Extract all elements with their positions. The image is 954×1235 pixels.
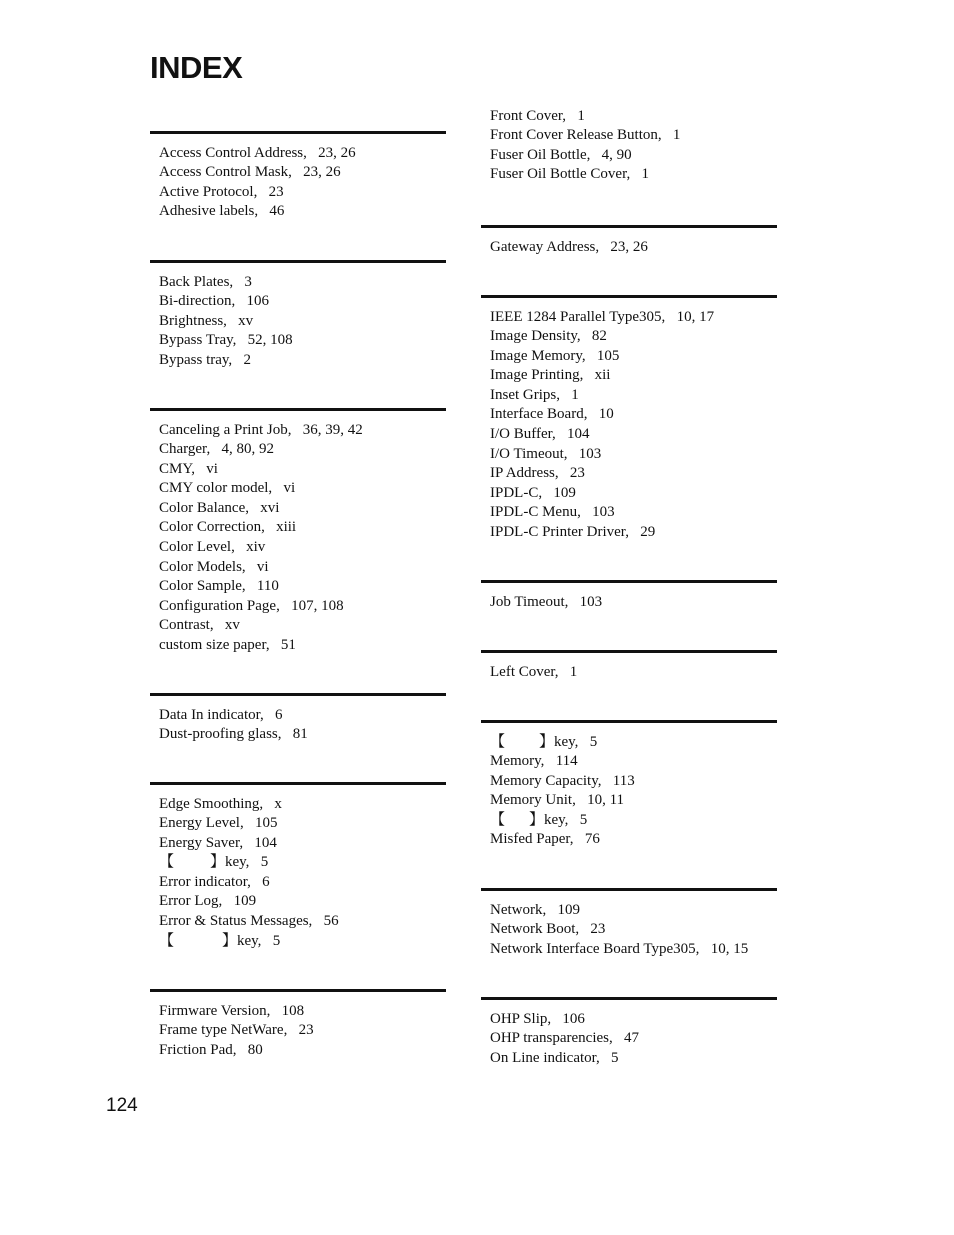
index-page-refs: 114 [555, 753, 578, 770]
index-entry-list [150, 1002, 446, 1061]
index-term: Job Timeout, [490, 593, 569, 610]
key-bracket-open: 【 [159, 932, 175, 949]
index-term: IEEE 1284 Parallel Type305, [490, 308, 666, 325]
index-term: Interface Board, [490, 406, 588, 423]
index-page-refs: 5 [260, 854, 269, 871]
index-section [150, 260, 446, 370]
index-entry [490, 1049, 777, 1069]
index-entry [159, 331, 446, 351]
index-page-refs: xiii [276, 519, 297, 536]
index-term: Bi-direction, [159, 293, 236, 310]
index-section [481, 97, 777, 185]
index-page-refs: 113 [612, 772, 635, 789]
index-term: Frame type NetWare, [159, 1022, 288, 1039]
index-term: Front Cover Release Button, [490, 127, 662, 144]
index-page-refs: 23 [298, 1022, 314, 1039]
index-section [481, 997, 777, 1068]
index-entry [490, 772, 777, 792]
index-entry [490, 752, 777, 772]
index-term: Color Balance, [159, 499, 249, 516]
index-entry [159, 144, 446, 164]
index-page-refs: 81 [292, 726, 308, 743]
index-term: Error indicator, [159, 873, 251, 890]
index-entry [159, 795, 446, 815]
index-page-refs: 103 [578, 445, 602, 462]
index-page-refs: 105 [596, 347, 620, 364]
index-term: key, [225, 854, 250, 871]
index-term: Adhesive labels, [159, 203, 259, 220]
index-page-refs: 23 [268, 183, 284, 200]
index-page-refs: 105 [254, 815, 278, 832]
index-entry [490, 523, 777, 543]
index-page-refs: 6 [262, 873, 270, 890]
index-entry [159, 1002, 446, 1022]
index-term: OHP Slip, [490, 1010, 552, 1027]
index-entry [159, 558, 446, 578]
index-page-refs: 103 [592, 504, 615, 521]
index-entry-list [150, 706, 446, 745]
index-entry-list [481, 663, 777, 683]
index-entry [490, 940, 777, 960]
key-bracket-close: 】 [210, 854, 226, 871]
index-term: Friction Pad, [159, 1041, 237, 1058]
index-page-refs: 2 [243, 351, 251, 368]
index-term: Front Cover, [490, 107, 567, 124]
index-page-refs: 23, 26 [610, 238, 648, 255]
index-page-refs: 109 [553, 484, 576, 501]
index-page-refs: 110 [256, 578, 279, 595]
index-page-refs: 23, 26 [303, 164, 341, 181]
index-page-refs: 56 [323, 913, 339, 930]
index-section [150, 989, 446, 1060]
index-term: IP Address, [490, 465, 559, 482]
index-term: Brightness, [159, 312, 227, 329]
index-section [150, 131, 446, 222]
index-page-refs: 106 [562, 1010, 585, 1027]
index-term: Fuser Oil Bottle Cover, [490, 166, 631, 183]
index-term: Gateway Address, [490, 238, 600, 255]
index-entry [490, 347, 777, 367]
index-section [481, 888, 777, 959]
index-page-refs: 108 [281, 1002, 305, 1019]
index-page-refs: 52, 108 [247, 332, 293, 349]
index-term: I/O Timeout, [490, 445, 568, 462]
index-term: CMY, [159, 460, 195, 477]
index-page-refs: 109 [557, 901, 580, 918]
index-term: Back Plates, [159, 273, 234, 290]
index-entry [490, 484, 777, 504]
index-entry [159, 479, 446, 499]
index-term: Image Memory, [490, 347, 586, 364]
index-page-refs: 104 [567, 426, 590, 443]
index-page-refs: 104 [254, 834, 277, 851]
index-page-refs: vi [206, 460, 218, 477]
index-term: Edge Smoothing, [159, 795, 264, 812]
index-term: Image Printing, [490, 367, 584, 384]
index-term: Error Log, [159, 893, 223, 910]
index-term: IPDL-C Printer Driver, [490, 524, 629, 541]
index-term: Access Control Mask, [159, 164, 292, 181]
index-page-refs: 3 [244, 273, 252, 290]
index-term: IPDL-C, [490, 484, 543, 501]
index-page-refs: 10, 11 [587, 792, 625, 809]
index-page-refs: 109 [233, 893, 257, 910]
index-entry-list [481, 733, 777, 851]
index-page-refs: 1 [577, 107, 585, 124]
index-page-refs: 46 [269, 203, 285, 220]
index-entry-list [481, 308, 777, 543]
index-entry [159, 636, 446, 656]
index-entry [159, 834, 446, 854]
index-entry [490, 405, 777, 425]
index-section [481, 580, 777, 612]
index-entry-list [481, 901, 777, 960]
index-term: Fuser Oil Bottle, [490, 146, 591, 163]
index-entry [490, 366, 777, 386]
index-page-refs: 5 [611, 1049, 619, 1066]
index-term: Inset Grips, [490, 386, 560, 403]
index-entry-list [150, 421, 446, 656]
index-section [481, 720, 777, 850]
index-entry [159, 1021, 446, 1041]
index-page-refs: 1 [569, 663, 578, 680]
index-term: key, [554, 733, 579, 750]
index-entry [490, 1029, 777, 1049]
index-term: key, [237, 932, 262, 949]
index-page-refs: 107, 108 [291, 597, 344, 614]
index-page-refs: 106 [246, 293, 269, 310]
index-entry [159, 518, 446, 538]
index-entry [159, 1041, 446, 1061]
index-term: Active Protocol, [159, 183, 258, 200]
index-page-refs: 23 [590, 921, 606, 938]
index-entry-list [481, 1010, 777, 1069]
index-page-refs: 5 [589, 733, 598, 750]
index-entry [490, 733, 777, 753]
index-page-refs: 5 [272, 932, 281, 949]
page-number: 124 [106, 1095, 138, 1116]
index-term: Error & Status Messages, [159, 913, 313, 930]
index-entry [490, 830, 777, 850]
index-entry [159, 616, 446, 636]
index-page-refs: 36, 39, 42 [302, 421, 363, 438]
index-page-refs: 5 [579, 811, 588, 828]
index-page-refs: xii [594, 367, 611, 384]
index-entry [490, 126, 777, 146]
index-entry [159, 912, 446, 932]
index-term: Contrast, [159, 617, 214, 634]
index-term: Data In indicator, [159, 706, 264, 723]
index-page-refs: 82 [591, 328, 607, 345]
index-page-refs: 23, 26 [318, 144, 356, 161]
index-entry [490, 464, 777, 484]
index-term: Memory, [490, 753, 545, 770]
index-section [150, 408, 446, 656]
index-entry-list [150, 795, 446, 952]
index-entry [159, 202, 446, 222]
key-bracket-open: 【 [159, 854, 175, 871]
index-term: IPDL-C Menu, [490, 504, 581, 521]
index-term: Image Density, [490, 328, 581, 345]
index-section [481, 225, 777, 257]
index-entry [159, 499, 446, 519]
index-term: CMY color model, [159, 480, 273, 497]
index-section [481, 295, 777, 543]
index-entry [159, 292, 446, 312]
index-term: Color Models, [159, 558, 246, 575]
index-page-refs: vi [256, 558, 269, 575]
key-bracket-open: 【 [490, 811, 506, 828]
index-entry-list [150, 273, 446, 371]
index-term: Bypass Tray, [159, 332, 237, 349]
index-entry [490, 238, 777, 258]
key-bracket-close: 】 [539, 733, 555, 750]
index-entry [490, 425, 777, 445]
index-page-refs: xvi [260, 499, 280, 516]
index-entry [159, 163, 446, 183]
index-term: Canceling a Print Job, [159, 421, 292, 438]
index-page-refs: 23 [569, 465, 585, 482]
index-entry [490, 308, 777, 328]
index-page-refs: vi [283, 480, 296, 497]
index-entry [490, 811, 777, 831]
index-entry [490, 920, 777, 940]
index-term: Color Level, [159, 539, 235, 556]
index-term: Network Interface Board Type305, [490, 940, 700, 957]
index-page-refs: 6 [275, 706, 283, 723]
index-page-refs: 1 [672, 127, 681, 144]
index-page-refs: xiv [246, 539, 266, 556]
index-entry [490, 503, 777, 523]
index-term: Energy Saver, [159, 834, 244, 851]
key-bracket-close: 】 [222, 932, 238, 949]
index-page-refs: 4, 80, 92 [221, 441, 274, 458]
index-entry [490, 1010, 777, 1030]
index-page-refs: 1 [641, 166, 649, 183]
index-term: Color Correction, [159, 519, 265, 536]
index-term: Charger, [159, 441, 211, 458]
index-entry [159, 421, 446, 441]
index-entry [159, 892, 446, 912]
index-section [150, 693, 446, 745]
index-entry [159, 577, 446, 597]
index-entry [159, 460, 446, 480]
key-bracket-close: 】 [529, 811, 545, 828]
index-term: Firmware Version, [159, 1002, 271, 1019]
index-entry [159, 273, 446, 293]
index-page-refs: 29 [640, 524, 656, 541]
index-entry [159, 440, 446, 460]
index-page-refs: 10, 17 [676, 308, 715, 325]
index-entry-list [481, 238, 777, 258]
index-term: Left Cover, [490, 663, 559, 680]
index-entry [490, 165, 777, 185]
index-entry [490, 445, 777, 465]
index-page-refs: 1 [571, 386, 579, 403]
index-term: Network Boot, [490, 921, 580, 938]
index-term: I/O Buffer, [490, 426, 556, 443]
index-term: Memory Unit, [490, 792, 576, 809]
index-entry [159, 873, 446, 893]
index-entry [490, 593, 777, 613]
page-title: INDEX [150, 50, 243, 85]
index-page-refs: 80 [247, 1041, 263, 1058]
index-term: Misfed Paper, [490, 831, 574, 848]
index-entry [490, 327, 777, 347]
index-entry [159, 538, 446, 558]
index-section [150, 782, 446, 951]
index-term: Configuration Page, [159, 597, 280, 614]
index-term: On Line indicator, [490, 1049, 600, 1066]
index-entry [159, 932, 446, 952]
index-section [481, 650, 777, 682]
index-term: Energy Level, [159, 815, 244, 832]
index-entry [159, 725, 446, 745]
index-entry [159, 597, 446, 617]
index-entry [159, 706, 446, 726]
index-entry [159, 351, 446, 371]
index-page-refs: 10 [598, 406, 614, 423]
index-page-refs: 76 [584, 831, 600, 848]
index-page-refs: x [274, 795, 282, 812]
index-entry [490, 386, 777, 406]
index-entry [490, 901, 777, 921]
index-page-refs: 51 [280, 637, 296, 654]
index-entry [159, 312, 446, 332]
index-term: Network, [490, 901, 547, 918]
index-entry-list [481, 107, 777, 185]
index-entry [490, 107, 777, 127]
index-page-refs: 10, 15 [710, 940, 749, 957]
index-entry [490, 146, 777, 166]
index-entry [490, 663, 777, 683]
key-bracket-open: 【 [490, 733, 506, 750]
index-page-refs: xv [238, 312, 254, 329]
index-page-refs: xv [224, 617, 240, 634]
index-entry-list [150, 144, 446, 222]
index-term: key, [544, 811, 569, 828]
index-page-refs: 103 [579, 593, 603, 610]
index-page-refs: 47 [624, 1030, 639, 1047]
index-term: Color Sample, [159, 578, 246, 595]
index-entry [159, 814, 446, 834]
index-entry-list [481, 593, 777, 613]
index-page-refs: 4, 90 [601, 146, 632, 163]
index-entry [159, 183, 446, 203]
index-term: Access Control Address, [159, 144, 307, 161]
index-term: Dust-proofing glass, [159, 726, 282, 743]
index-term: OHP transparencies, [490, 1030, 613, 1047]
index-term: custom size paper, [159, 637, 270, 654]
index-entry [159, 853, 446, 873]
index-term: Bypass tray, [159, 351, 233, 368]
index-term: Memory Capacity, [490, 772, 602, 789]
index-entry [490, 791, 777, 811]
